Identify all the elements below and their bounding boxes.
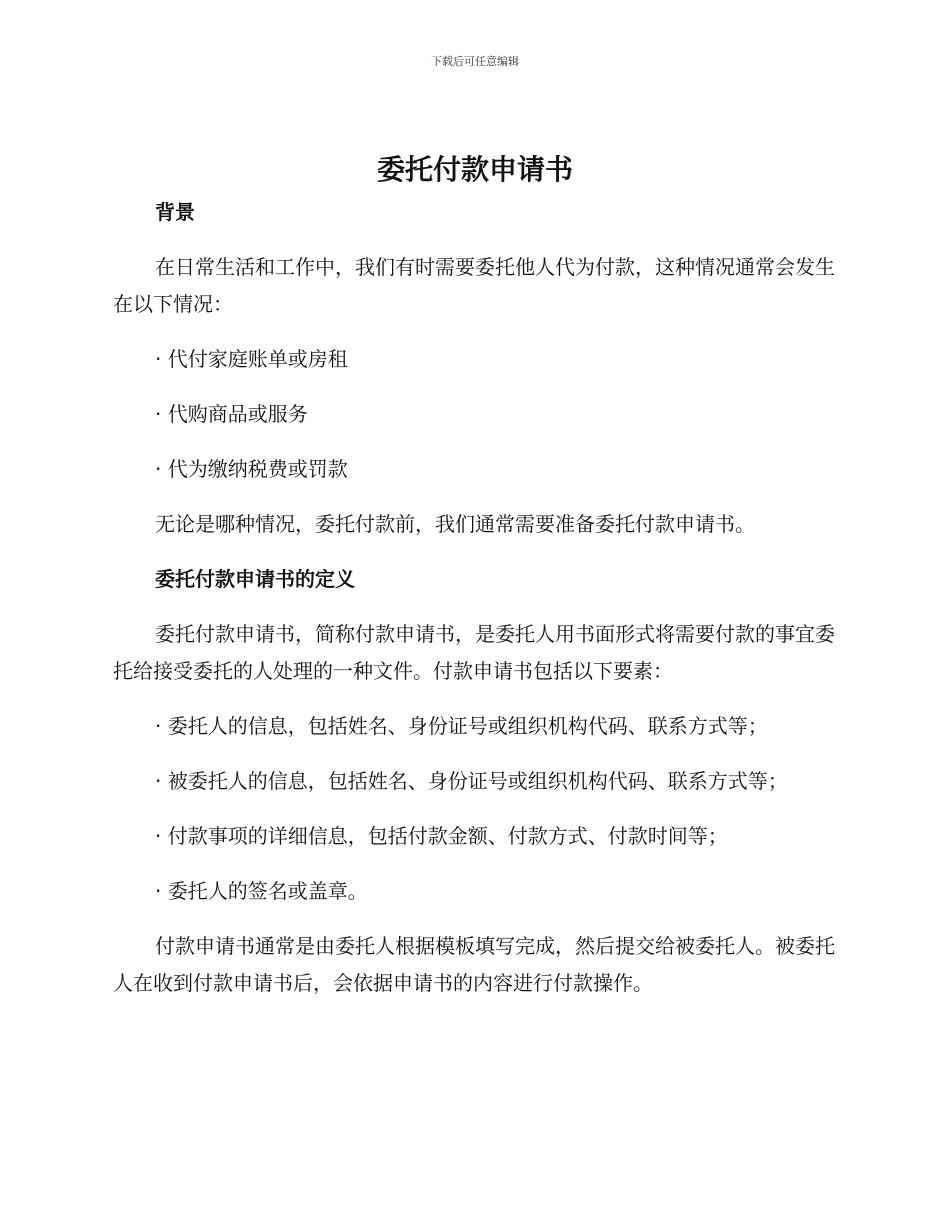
bullet-item: · 委托人的信息，包括姓名、身份证号或组织机构代码、联系方式等； [155, 714, 768, 738]
bullet-item: · 付款事项的详细信息，包括付款金额、付款方式、付款时间等； [155, 824, 728, 848]
bullet-item: · 代为缴纳税费或罚款 [155, 457, 348, 481]
section-heading-background: 背景 [155, 200, 195, 224]
closing-paragraph: 付款申请书通常是由委托人根据模板填写完成，然后提交给被委托人。被委托人在收到付款申请书后，会依据申请书的内容进行付款操作。 [113, 934, 835, 995]
document-title: 委托付款申请书 [376, 153, 573, 186]
bullet-item: · 被委托人的信息，包括姓名、身份证号或组织机构代码、联系方式等； [155, 769, 788, 793]
document-body [113, 194, 835, 1020]
background-paragraph: 在日常生活和工作中，我们有时需要委托他人代为付款，这种情况通常会发生在以下情况： [113, 255, 835, 316]
section-heading-definition: 委托付款申请书的定义 [155, 567, 355, 591]
bullet-item: · 委托人的签名或盖章。 [155, 879, 368, 903]
header-note: 下载后可任意编辑 [431, 55, 519, 68]
bullet-item: · 代付家庭账单或房租 [155, 347, 348, 371]
bullet-item: · 代购商品或服务 [155, 402, 308, 426]
definition-paragraph: 委托付款申请书，简称付款申请书，是委托人用书面形式将需要付款的事宜委托给接受委托的人处理的一种文件。付款申请书包括以下要素： [113, 622, 835, 683]
background-conclusion: 无论是哪种情况，委托付款前，我们通常需要准备委托付款申请书。 [155, 512, 755, 536]
